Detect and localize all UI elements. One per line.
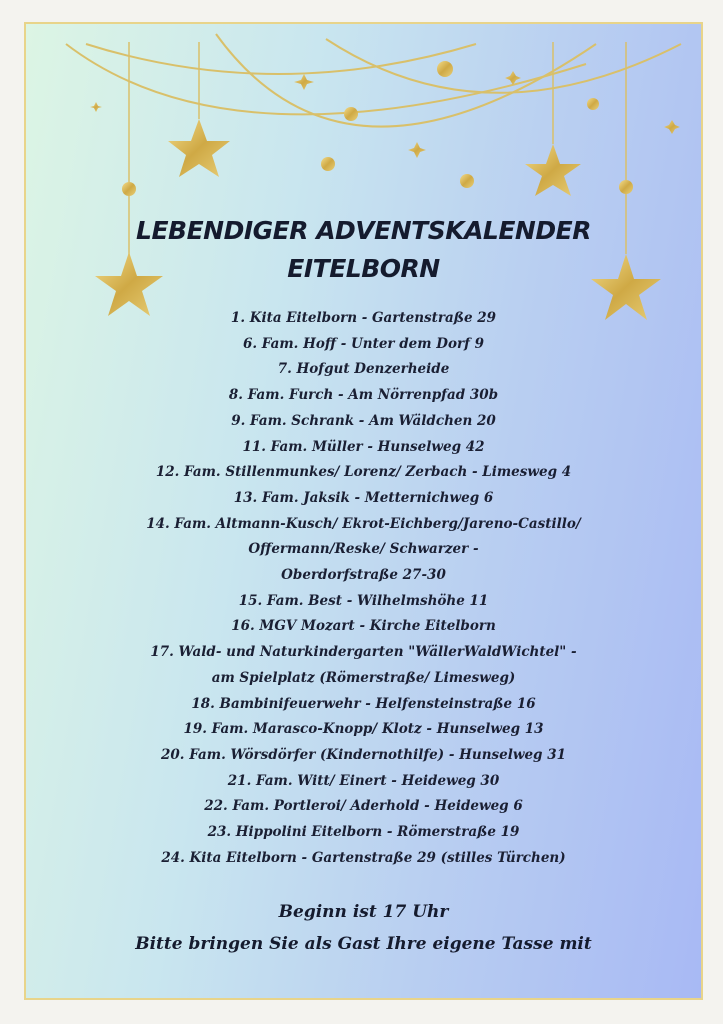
list-item: 12. Fam. Stillenmunkes/ Lorenz/ Zerbach - Limesweg 4	[155, 464, 572, 481]
bring-cup-text: Bitte bringen Sie als Gast Ihre eigene Tasse mit	[135, 934, 592, 954]
start-time-text: Beginn ist 17 Uhr	[278, 902, 449, 922]
list-item: 22. Fam. Portleroi/ Aderhold - Heideweg 6	[204, 798, 523, 815]
sparkle-icon	[664, 120, 680, 134]
title-line-2: EITELBORN	[287, 254, 440, 283]
list-item: 18. Bambinifeuerwehr - Helfensteinstraße 16	[191, 695, 536, 712]
list-item: 13. Fam. Jaksik - Metternichweg 6	[233, 489, 494, 506]
list-item: 19. Fam. Marasco-Knopp/ Klotz - Hunselweg 13	[183, 721, 544, 738]
list-item: 15. Fam. Best - Wilhelmshöhe 11	[238, 592, 489, 609]
list-item: 7. Hofgut Denzerheide	[277, 361, 450, 378]
hanging-star-icon	[525, 144, 581, 196]
list-item: am Spielplatz (Römerstraße/ Limesweg)	[211, 669, 516, 686]
list-item: 17. Wald- und Naturkindergarten "WällerWaldWichtel" -	[150, 644, 577, 661]
title-line-1: LEBENDIGER ADVENTSKALENDER	[136, 216, 591, 245]
footer-note	[26, 896, 701, 960]
page-title	[26, 212, 701, 288]
garland-icon	[66, 34, 681, 127]
list-item: 21. Fam. Witt/ Einert - Heideweg 30	[227, 772, 500, 789]
sparkle-icon	[408, 142, 426, 158]
list-item: 1. Kita Eitelborn - Gartenstraße 29	[230, 310, 497, 326]
list-item: 14. Fam. Altmann-Kusch/ Ekrot-Eichberg/Jareno-Castillo/	[146, 515, 581, 532]
list-item: 23. Hippolini Eitelborn - Römerstraße 19	[207, 824, 520, 841]
list-item: 20. Fam. Wörsdörfer (Kindernothilfe) - Hunselweg 31	[161, 746, 566, 763]
list-item: 9. Fam. Schrank - Am Wäldchen 20	[231, 412, 496, 429]
list-item: 16. MGV Mozart - Kirche Eitelborn	[231, 618, 496, 635]
list-item: 8. Fam. Furch - Am Nörrenpfad 30b	[228, 387, 499, 404]
hanging-star-icon	[168, 119, 230, 177]
list-item: Offermann/Reske/ Schwarzer -	[248, 541, 479, 558]
list-item: 11. Fam. Müller - Hunselweg 42	[242, 438, 485, 455]
list-item: 24. Kita Eitelborn - Gartenstraße 29 (stilles Türchen)	[161, 849, 566, 866]
sparkle-icon	[90, 102, 102, 112]
poster	[24, 22, 703, 1000]
list-item: Oberdorfstraße 27-30	[281, 567, 446, 584]
sparkle-icon	[294, 74, 314, 90]
list-item: 6. Fam. Hoff - Unter dem Dorf 9	[243, 335, 484, 352]
calendar-list	[26, 306, 701, 871]
